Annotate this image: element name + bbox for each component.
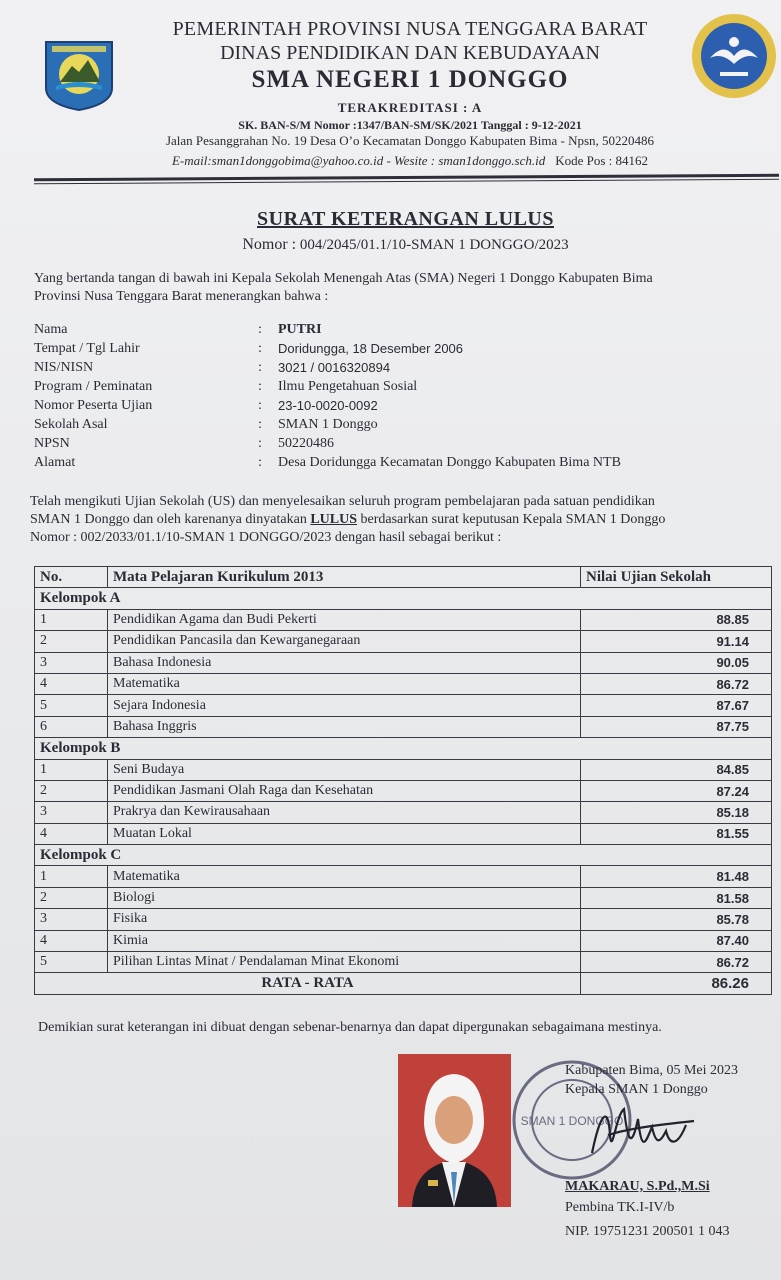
intro-line: Yang bertanda tangan di bawah ini Kepala Sekolah Menengah Atas (SMA) Negeri 1 Donggo Kabupaten Bima [34,271,653,286]
handwritten-signature [586,1095,698,1167]
signature-name: MAKARAU, S.Pd.,M.Si [565,1179,710,1194]
score-value: 84.85 [581,759,772,780]
table-header-row [35,567,772,588]
score-value: 87.24 [581,780,772,801]
student-name: PUTRI [278,322,322,337]
subject-name: Biologi [108,887,581,908]
table-row [35,631,772,652]
student-photo [398,1054,511,1207]
grades-table [34,566,772,995]
info-colon: : [258,341,262,356]
row-number: 6 [35,716,108,737]
header-address: Jalan Pesanggrahan No. 19 Desa O’o Kecamatan Donggo Kabupaten Bima - Npsn, 50220486 [165,133,655,148]
info-row-school [34,417,774,436]
row-number: 3 [35,909,108,930]
signature-nip: NIP. 19751231 200501 1 043 [565,1224,730,1239]
score-value: 81.55 [581,823,772,844]
group-name: Kelompok B [35,738,772,759]
document-number-label: Nomor : [242,236,297,253]
header-government: PEMERINTAH PROVINSI NUSA TENGGARA BARAT [172,18,648,40]
header-contact [120,153,700,169]
closing-statement: Demikian surat keterangan ini dibuat dengan sebenar-benarnya dan dapat dipergunakan sebagaimana mestinya. [38,1020,662,1035]
info-row-nis [34,360,774,379]
info-colon: : [258,436,262,451]
subject-name: Kimia [108,930,581,951]
header-postal-code: Kode Pos : 84162 [555,153,649,168]
student-school: SMAN 1 Donggo [278,417,378,432]
subject-name: Bahasa Indonesia [108,652,581,673]
info-row-birth [34,341,774,360]
group-row [35,738,772,759]
group-name: Kelompok C [35,845,772,866]
header-school-name: SMA NEGERI 1 DONGGO [251,66,569,93]
table-row [35,695,772,716]
header-sk-number: SK. BAN-S/M Nomor :1347/BAN-SM/SK/2021 Tanggal : 9-12-2021 [238,118,582,132]
row-number: 2 [35,631,108,652]
row-number: 4 [35,930,108,951]
row-number: 1 [35,609,108,630]
student-birth: Doridungga, 18 Desember 2006 [278,341,464,356]
info-row-program [34,379,774,398]
average-row [35,973,772,994]
average-value: 86.26 [581,973,772,994]
subject-name: Matematika [108,673,581,694]
subject-name: Pendidikan Jasmani Olah Raga dan Kesehatan [108,780,581,801]
info-row-address [34,455,774,474]
score-value: 85.18 [581,802,772,823]
paragraph-text: berdasarkan surat keputusan Kepala SMAN 1 Donggo [357,512,666,527]
subject-name: Seni Budaya [108,759,581,780]
table-row [35,866,772,887]
table-row [35,802,772,823]
table-row [35,780,772,801]
row-number: 3 [35,802,108,823]
table-row [35,823,772,844]
student-exam-number: 23-10-0020-0092 [278,398,378,413]
info-label: Program / Peminatan [34,379,153,394]
subject-name: Muatan Lokal [108,823,581,844]
average-label: RATA - RATA [35,973,581,994]
col-header-no: No. [35,567,108,588]
subject-name: Pendidikan Pancasila dan Kewarganegaraan [108,631,581,652]
student-program: Ilmu Pengetahuan Sosial [278,379,418,394]
info-row-npsn [34,436,774,455]
info-label: Nama [34,322,68,337]
info-row-name [34,322,774,341]
info-label: NIS/NISN [34,360,94,375]
score-value: 85.78 [581,909,772,930]
paragraph-text: SMAN 1 Donggo dan oleh karenanya dinyatakan [30,512,311,527]
col-header-subject: Mata Pelajaran Kurikulum 2013 [108,567,581,588]
student-nis: 3021 / 0016320894 [278,360,391,375]
score-value: 86.72 [581,673,772,694]
info-row-exam-number [34,398,774,417]
header-email-website: E-mail:sman1donggobima@yahoo.co.id - Wesite : sman1donggo.sch.id [171,153,546,168]
header-agency: DINAS PENDIDIKAN DAN KEBUDAYAAN [220,42,600,64]
stamp-label: SMAN 1 DONGGO [520,1114,624,1128]
group-row [35,588,772,609]
table-row [35,930,772,951]
subject-name: Pilihan Lintas Minat / Pendalaman Minat Ekonomi [108,952,581,973]
result-paragraph [30,493,781,547]
table-row [35,652,772,673]
row-number: 1 [35,759,108,780]
student-info [34,322,774,474]
score-value: 87.75 [581,716,772,737]
table-row [35,716,772,737]
score-value: 88.85 [581,609,772,630]
row-number: 1 [35,866,108,887]
info-label: Tempat / Tgl Lahir [34,341,140,356]
row-number: 5 [35,695,108,716]
lulus-status: LULUS [310,512,358,527]
row-number: 4 [35,673,108,694]
signature-position: Kepala SMAN 1 Donggo [565,1082,708,1097]
info-colon: : [258,417,262,432]
intro-line: Provinsi Nusa Tenggara Barat menerangkan bahwa : [34,289,329,304]
info-label: Alamat [34,455,76,470]
row-number: 2 [35,780,108,801]
row-number: 2 [35,887,108,908]
table-row [35,887,772,908]
info-colon: : [258,398,262,413]
table-row [35,673,772,694]
table-row [35,609,772,630]
paragraph-line [30,511,781,529]
info-colon: : [258,379,262,394]
group-name: Kelompok A [35,588,772,609]
row-number: 3 [35,652,108,673]
table-row [35,759,772,780]
group-row [35,845,772,866]
row-number: 4 [35,823,108,844]
info-label: NPSN [34,436,70,451]
score-value: 91.14 [581,631,772,652]
signature-rank: Pembina TK.I-IV/b [565,1200,675,1215]
score-value: 81.48 [581,866,772,887]
signature-place-date: Kabupaten Bima, 05 Mei 2023 [565,1063,739,1078]
info-colon: : [258,322,262,337]
student-address: Desa Doridungga Kecamatan Donggo Kabupaten Bima NTB [278,455,621,470]
subject-name: Fisika [108,909,581,930]
score-value: 81.58 [581,887,772,908]
subject-name: Pendidikan Agama dan Budi Pekerti [108,609,581,630]
col-header-score: Nilai Ujian Sekolah [581,567,772,588]
subject-name: Prakrya dan Kewirausahaan [108,802,581,823]
score-value: 86.72 [581,952,772,973]
header-accreditation: TERAKREDITASI : A [337,100,483,115]
score-value: 90.05 [581,652,772,673]
document-title: SURAT KETERANGAN LULUS [257,208,554,230]
student-npsn: 50220486 [278,436,334,451]
document-number [0,236,781,254]
province-emblem-icon [42,38,116,112]
info-label: Sekolah Asal [34,417,108,432]
score-value: 87.67 [581,695,772,716]
info-label: Nomor Peserta Ujian [34,398,153,413]
row-number: 5 [35,952,108,973]
info-colon: : [258,360,262,375]
subject-name: Bahasa Inggris [108,716,581,737]
education-emblem-icon [690,12,778,100]
paragraph-line: Telah mengikuti Ujian Sekolah (US) dan menyelesaikan seluruh program pembelajaran pada satuan pendidikan [30,494,655,509]
table-row [35,952,772,973]
info-colon: : [258,455,262,470]
subject-name: Sejara Indonesia [108,695,581,716]
grades-body [35,588,772,994]
paragraph-line: Nomor : 002/2033/01.1/10-SMAN 1 DONGGO/2023 dengan hasil sebagai berikut : [30,530,502,545]
document-number-value: 004/2045/01.1/10-SMAN 1 DONGGO/2023 [299,237,569,253]
score-value: 87.40 [581,930,772,951]
intro-paragraph [34,270,781,306]
subject-name: Matematika [108,866,581,887]
table-row [35,909,772,930]
